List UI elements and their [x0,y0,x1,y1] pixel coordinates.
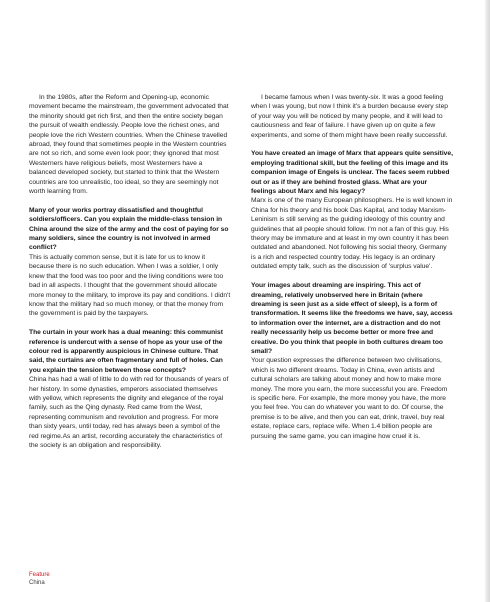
interview-question: The curtain in your work has a dual meaning: this communist reference is undercut with a sense of hope as your use of the colour red is apparently auspicious in Chinese culture. That said, the curtains are often fragmentary and full of holes. Can you explain the tension between those concepts? [29,329,223,374]
page-footer [29,572,50,587]
interview-answer: This is actually common sense, but it is late for us to know it because there is no such education. When I was a soldier, I only knew that the food was too poor and the living conditions were too bad in all aspects. I thought that the government should allocate more money to the military, to improve its pay and conditions. I didn't know that the military had so much money, or that the money from the government is paid by the taxpayers. [29,253,231,318]
body-paragraph: In the 1980s, after the Reform and Opening-up, economic movement became the mainstream, the government advocated that the minority should get rich first, and then the entire society began the pursuit of wealth endlessly. People love the richest ones, and people love the rich Western countries. When the Chinese travelled abroad, they found that sometimes people in the Western countries are not so rich, and some even look poor; they ignored that most Westerners have religious beliefs, most Westerners have a balanced developed society, but started to think that the Western countries are too unrealistic, too ideal, so they are seemingly not worth learning from. [29,94,229,196]
interview-question: Your images about dreaming are inspiring. This act of dreaming, relatively unobserved here in Britain (where dreaming is seen just as a side effect of sleep), is a form of transformation. It seems like the freedoms we have, say, access to information over the internet, are a distraction and do not really necessarily help us become better or more free and creative. Do you think that people in both cultures dream too small? [251,282,453,355]
interview-answer: Marx is one of the many European philosophers. He is well known in China for his theory and his book Das Kapital, and today Marxism-Leninism is still serving as the guiding ideology of this country and guidelines that all people should follow. I'm not a fan of this guy. His theory may be immature and at least in my own country it has been outdated and abandoned. Not following his social theory, Germany is a rich and respected country today. His legacy is an ordinary outdated empty talk, such as the discussion of 'surplus value'. [251,197,453,271]
right-column [251,93,453,450]
body-paragraph: I became famous when I was twenty-six. It was a good feeling when I was young, but now I think it's a burden because every step of your way you will be noticed by many people, and it will lead to cautiousness and fear of failure. I have given up on quite a few experiments, and some of them might have been really successful. [251,94,448,139]
interview-answer: China has had a wall of little to do with red for thousands of years of her history. In some dynasties, emperors associated themselves with yellow, which represents the dignity and elegance of the royal family, such as the Qing dynasty. Red came from the West, representing communism and revolution and progress. For more than sixty years, until today, red has always been a symbol of the red regime.As an artist, recording accurately the characteristics of the society is an obligation and responsibility. [29,376,229,449]
page-spine-shadow [485,0,490,602]
interview-question: You have created an image of Marx that appears quite sensitive, employing traditional skill, but the feeling of this image and its companion image of Engels is unclear. The faces seem rubbed out or as if they are behind frosted glass. What are your feelings about Marx and his legacy? [251,150,453,196]
footer-section-label: Feature [29,572,50,578]
interview-answer: Your question expresses the difference between two civilisations, which is two different dreams. Today in China, even artists and cultural scholars are talking about money and how to make more money. The more you earn, the more successful you are. Freedom is specific here. For example, the more money you have, the more you feel free. You can do whatever you want to do. Of course, the premise is to be alive, and then you can eat, drink, travel, buy real estate, replace cars, replace wife. When 1.4 billion people are pursuing the same game, you can imagine how cruel it is. [251,357,448,440]
left-column [29,93,231,460]
footer-subsection-label: China [29,579,45,586]
interview-question: Many of your works portray dissatisfied and thoughtful soldiers/officers. Can you explain the middle-class tension in China around the size of the army and the cost of paying for so many soldiers, since the country is not involved in armed conflict? [29,206,229,252]
